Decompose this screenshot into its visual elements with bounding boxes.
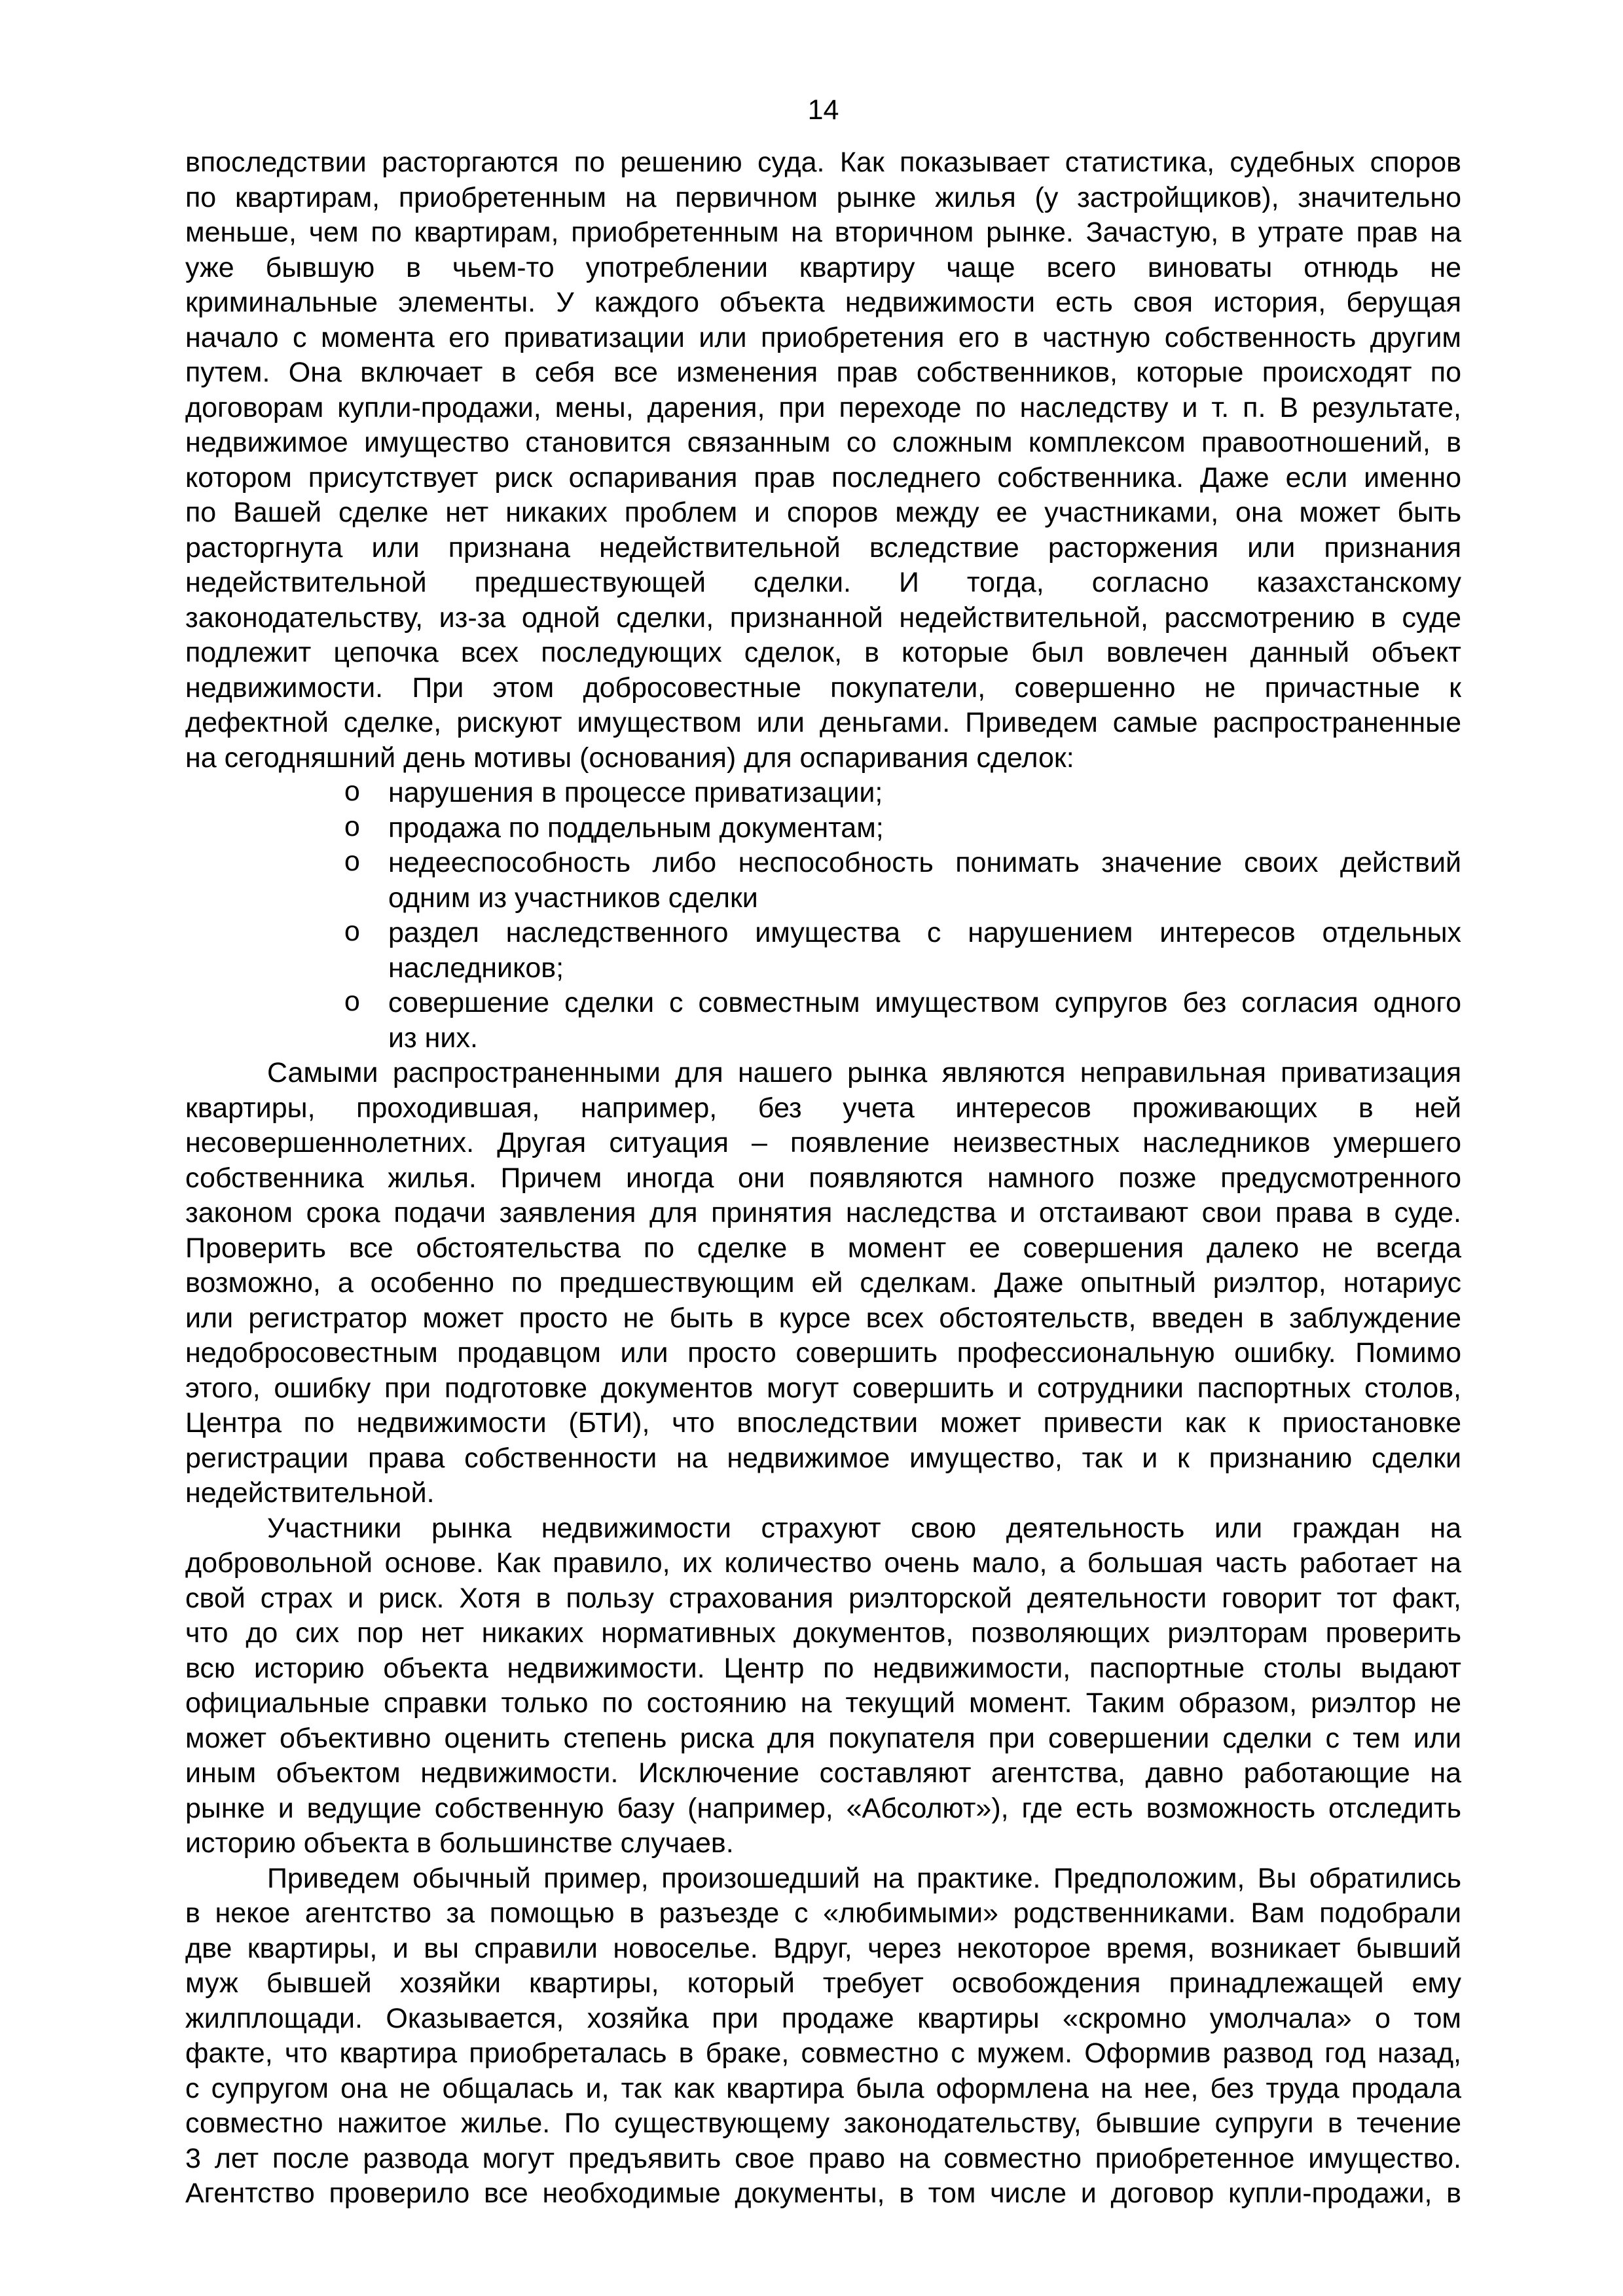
bullet-list [185, 776, 1461, 1056]
text-line: расторгнута или признана недействительной вследствие расторжения или признания [185, 531, 1461, 564]
text-line: договорам купли-продажи, мены, дарения, при переходе по наследству и т. п. В результате, [185, 391, 1461, 423]
text-line: нарушения в процессе приватизации; [388, 777, 883, 808]
text-line: факте, что квартира приобреталась в браке, совместно с мужем. Оформив развод год назад, [185, 2037, 1461, 2069]
text-line: квартиры, проходившая, например, без учета интересов проживающих в ней [185, 1092, 1461, 1124]
text-line: официальные справки только по состоянию на текущий момент. Таким образом, риэлтор не [185, 1687, 1461, 1719]
text-line: дефектной сделке, рискуют имуществом или деньгами. Приведем самые распространенные [185, 707, 1461, 738]
text-line: муж бывшей хозяйки квартиры, который требует освобождения принадлежащей ему [185, 1967, 1461, 1999]
text-line: свой страх и риск. Хотя в пользу страхования риэлторской деятельности говорит тот факт, [185, 1582, 1461, 1614]
text-line: наследников; [388, 952, 564, 984]
text-line: всю историю объекта недвижимости. Центр по недвижимости, паспортные столы выдают [185, 1652, 1461, 1684]
text-line: недвижимости. При этом добросовестные покупатели, совершенно не причастные к [185, 672, 1461, 704]
text-line: две квартиры, и вы справили новоселье. Вдруг, через некоторое время, возникает бывший [185, 1932, 1461, 1964]
text-line: недобросовестным продавцом или просто совершить профессиональную ошибку. Помимо [185, 1337, 1461, 1369]
bullet-marker-icon: o [344, 847, 361, 879]
text-line: одним из участников сделки [388, 882, 758, 914]
document-content [185, 145, 1461, 2212]
text-line: Центра по недвижимости (БТИ), что впоследствии может привести как к приостановке [185, 1407, 1461, 1439]
text-line: иным объектом недвижимости. Исключение составляют агентства, давно работающие на [185, 1757, 1461, 1789]
text-line: криминальные элементы. У каждого объекта недвижимости есть своя история, берущая [185, 287, 1461, 318]
text-line: недвижимое имущество становится связанным со сложным комплексом правоотношений, в [185, 427, 1461, 458]
text-line: недееспособность либо неспособность понимать значение своих действий [388, 847, 1461, 878]
text-line: из них. [388, 1022, 478, 1054]
paragraph [185, 145, 1461, 776]
text-line: впоследствии расторгаются по решению суда. Как показывает статистика, судебных споров [185, 147, 1461, 178]
text-line: меньше, чем по квартирам, приобретенным на вторичном рынке. Зачастую, в утрате прав на [185, 217, 1461, 248]
text-line: несовершеннолетних. Другая ситуация – появление неизвестных наследников умершего [185, 1127, 1461, 1158]
text-line: по квартирам, приобретенным на первичном рынке жилья (у застройщиков), значительно [185, 181, 1461, 213]
text-line: рынке и ведущие собственную базу (например, «Абсолют»), где есть возможность отследить [185, 1792, 1461, 1824]
text-line: недействительной предшествующей сделки. И тогда, согласно казахстанскому [185, 567, 1461, 598]
bullet-item [185, 811, 1461, 846]
bullet-marker-icon: o [344, 987, 361, 1019]
text-line: этого, ошибку при подготовке документов могут совершить и сотрудники паспортных столов, [185, 1372, 1461, 1404]
text-line: по Вашей сделке нет никаких проблем и споров между ее участниками, она может быть [185, 497, 1461, 528]
text-line: котором присутствует риск оспаривания прав последнего собственника. Даже если именно [185, 461, 1461, 493]
text-line: совершение сделки с совместным имуществом супругов без согласия одного [388, 987, 1461, 1018]
text-line: возможно, а особенно по предшествующим ей сделкам. Даже опытный риэлтор, нотариус [185, 1267, 1461, 1299]
text-line: путем. Она включает в себя все изменения прав собственников, которые происходят по [185, 357, 1461, 388]
text-line: историю объекта в большинстве случаев. [185, 1827, 734, 1859]
text-line: собственника жилья. Причем иногда они появляются намного позже предусмотренного [185, 1162, 1461, 1194]
text-line: добровольной основе. Как правило, их количество очень мало, а большая часть работает на [185, 1547, 1461, 1579]
text-line: законодательству, из-за одной сделки, признанной недействительной, рассмотрению в суде [185, 601, 1461, 634]
bullet-item [185, 846, 1461, 916]
paragraph [185, 1861, 1461, 2212]
text-line: жилплощади. Оказывается, хозяйка при продаже квартиры «скромно умолчала» о том [185, 2002, 1461, 2034]
text-line: начало с момента его приватизации или приобретения его в частную собственность другим [185, 321, 1461, 353]
text-line: Приведем обычный пример, произошедший на практике. Предположим, Вы обратились [267, 1862, 1461, 1894]
text-line: на сегодняшний день мотивы (основания) для оспаривания сделок: [185, 742, 1074, 774]
bullet-marker-icon: o [344, 777, 361, 809]
bullet-item [185, 776, 1461, 811]
text-line: совместно нажитое жилье. По существующему законодательству, бывшие супруги в течение [185, 2108, 1461, 2139]
paragraph [185, 1511, 1461, 1861]
text-line: в некое агентство за помощью в разъезде с «любимыми» родственниками. Вам подобрали [185, 1897, 1461, 1929]
text-line: недействительной. [185, 1477, 435, 1509]
bullet-item [185, 916, 1461, 986]
paragraph [185, 1056, 1461, 1511]
text-line: подлежит цепочка всех последующих сделок, в которые был вовлечен данный объект [185, 637, 1461, 668]
text-line: регистрации права собственности на недвижимое имущество, так и к признанию сделки [185, 1442, 1461, 1474]
text-line: Агентство проверило все необходимые документы, в том числе и договор купли-продажи, в [185, 2178, 1461, 2209]
text-line: Самыми распространенными для нашего рынка являются неправильная приватизация [267, 1057, 1461, 1088]
page-number: 14 [807, 94, 839, 126]
text-line: раздел наследственного имущества с нарушением интересов отдельных [388, 917, 1461, 948]
text-line: что до сих пор нет никаких нормативных документов, позволяющих риэлторам проверить [185, 1617, 1461, 1649]
text-line: Участники рынка недвижимости страхуют свою деятельность или граждан на [267, 1512, 1461, 1544]
text-line: 3 лет после развода могут предъявить свое право на совместно приобретенное имущество. [185, 2142, 1461, 2174]
text-line: с супругом она не общалась и, так как квартира была оформлена на нее, без труда продала [185, 2072, 1461, 2104]
bullet-item [185, 986, 1461, 1056]
bullet-marker-icon: o [344, 917, 361, 949]
text-line: Проверить все обстоятельства по сделке в момент ее совершения далеко не всегда [185, 1232, 1461, 1264]
text-line: законом срока подачи заявления для принятия наследства и отстаивают свои права в суде. [185, 1197, 1461, 1229]
text-line: или регистратор может просто не быть в курсе всех обстоятельств, введен в заблуждение [185, 1302, 1461, 1334]
text-line: может объективно оценить степень риска для покупателя при совершении сделки с тем или [185, 1722, 1461, 1754]
bullet-marker-icon: o [344, 812, 361, 844]
text-line: продажа по поддельным документам; [388, 812, 884, 844]
text-line: уже бывшую в чьем-то употреблении квартиру чаще всего виноваты отнюдь не [185, 251, 1461, 283]
